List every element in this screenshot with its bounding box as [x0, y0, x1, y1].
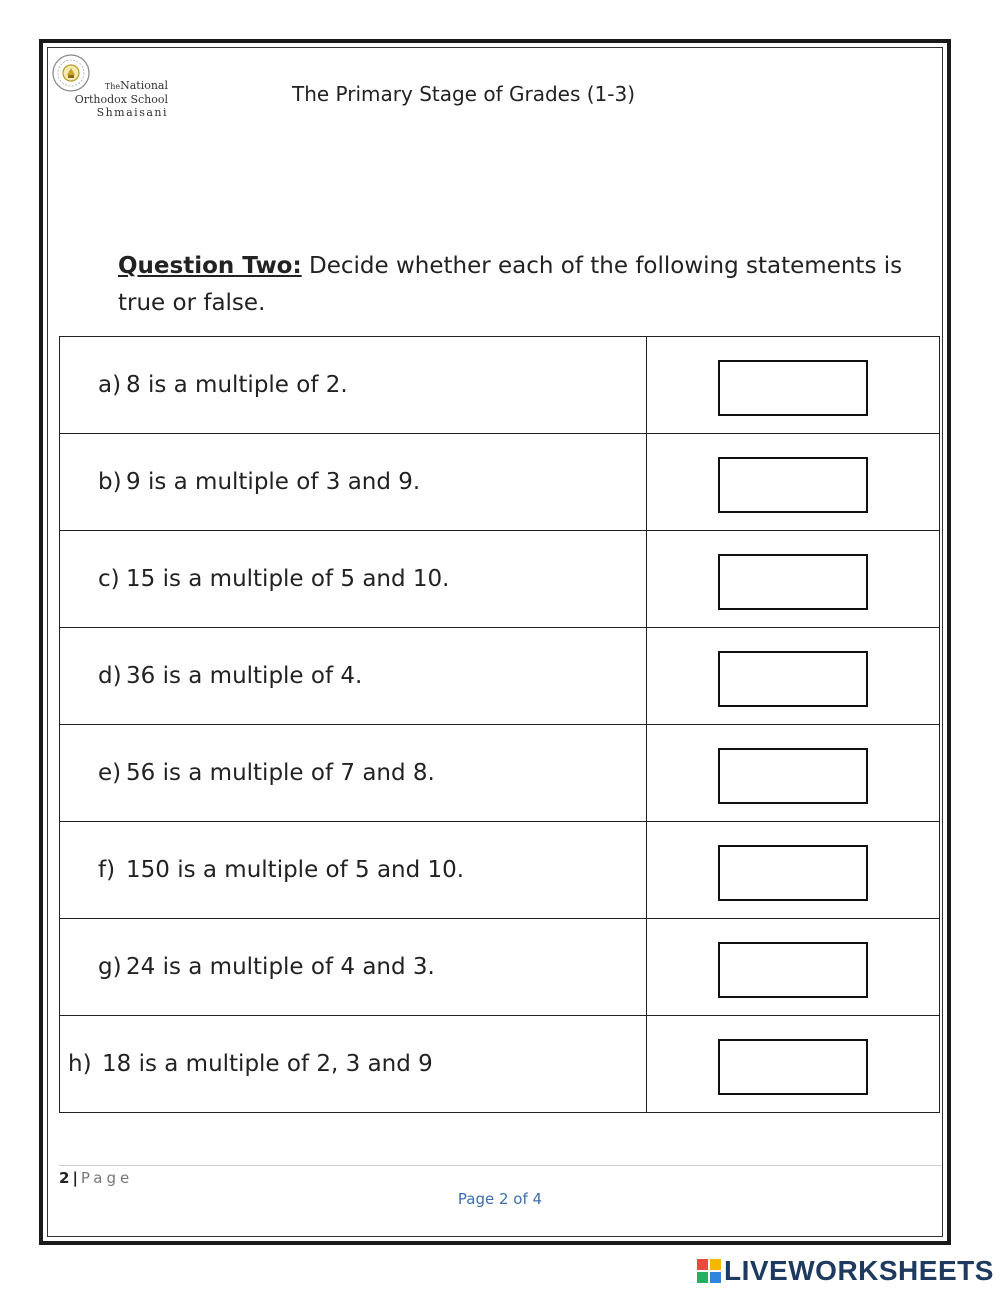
statement-letter: h): [68, 1051, 92, 1077]
statement-row: [60, 531, 940, 628]
school-name-line2: Orthodox School: [74, 93, 168, 106]
statement-text: 8 is a multiple of 2.: [126, 372, 348, 398]
question-label: Question Two:: [118, 253, 302, 279]
answer-input-box[interactable]: [718, 651, 868, 707]
school-name-line3: Shmaisani: [96, 106, 168, 119]
statement-cell: [60, 822, 647, 919]
statement-row: [60, 822, 940, 919]
statement-letter: g): [98, 954, 122, 980]
statement-cell: [60, 1016, 647, 1113]
liveworksheets-brand[interactable]: [697, 1257, 994, 1285]
answer-cell: [647, 919, 940, 1016]
answer-cell: [647, 337, 940, 434]
page-of-indicator: Page 2 of 4: [457, 1190, 543, 1208]
school-name-line1: National: [120, 79, 168, 92]
statement-text: 9 is a multiple of 3 and 9.: [126, 469, 421, 495]
page-separator: |: [72, 1169, 78, 1187]
statement-letter: b): [98, 469, 122, 495]
answer-input-box[interactable]: [718, 942, 868, 998]
school-name-prefix: The: [104, 82, 121, 91]
statement-content: [60, 469, 646, 495]
statement-text: 15 is a multiple of 5 and 10.: [126, 566, 450, 592]
answer-cell: [647, 1016, 940, 1113]
statement-content: [60, 760, 646, 786]
statement-content: [60, 954, 646, 980]
statement-cell: [60, 628, 647, 725]
page-word: Page: [80, 1169, 134, 1187]
statement-letter: e): [98, 760, 122, 786]
statement-text: 24 is a multiple of 4 and 3.: [126, 954, 435, 980]
statement-content: [60, 566, 646, 592]
answer-input-box[interactable]: [718, 1039, 868, 1095]
liveworksheets-wordmark: LIVEWORKSHEETS: [724, 1255, 994, 1286]
answer-cell: [647, 434, 940, 531]
statement-row: [60, 628, 940, 725]
statement-cell: [60, 725, 647, 822]
answer-input-box[interactable]: [718, 845, 868, 901]
page-header-title: The Primary Stage of Grades (1-3): [292, 82, 636, 106]
page-number-footer: [59, 1169, 133, 1187]
question-text: Decide whether each of the following statements is true or false.: [118, 253, 903, 316]
question-prompt: [118, 248, 938, 322]
statement-row: [60, 1016, 940, 1113]
statement-content: [60, 372, 646, 398]
answer-input-box[interactable]: [718, 360, 868, 416]
statement-cell: [60, 337, 647, 434]
statement-text: 56 is a multiple of 7 and 8.: [126, 760, 435, 786]
answer-cell: [647, 628, 940, 725]
statement-row: [60, 725, 940, 822]
statement-text: 150 is a multiple of 5 and 10.: [126, 857, 465, 883]
statement-text: 18 is a multiple of 2, 3 and 9: [102, 1051, 433, 1077]
statement-row: [60, 337, 940, 434]
statement-cell: [60, 919, 647, 1016]
statement-letter: d): [98, 663, 122, 689]
school-name: [68, 79, 168, 119]
statement-letter: f): [98, 857, 116, 883]
statement-cell: [60, 434, 647, 531]
footer-divider: [59, 1165, 942, 1166]
statement-content: [60, 1051, 646, 1077]
statement-text: 36 is a multiple of 4.: [126, 663, 363, 689]
answer-cell: [647, 822, 940, 919]
statements-table: [59, 336, 940, 1113]
liveworksheets-logo-icon: [697, 1259, 721, 1283]
statement-letter: a): [98, 372, 122, 398]
statement-content: [60, 663, 646, 689]
statement-cell: [60, 531, 647, 628]
page-number: 2: [59, 1169, 70, 1187]
statement-letter: c): [98, 566, 120, 592]
statement-row: [60, 919, 940, 1016]
answer-cell: [647, 725, 940, 822]
statement-content: [60, 857, 646, 883]
answer-input-box[interactable]: [718, 457, 868, 513]
answer-input-box[interactable]: [718, 748, 868, 804]
answer-input-box[interactable]: [718, 554, 868, 610]
answer-cell: [647, 531, 940, 628]
statement-row: [60, 434, 940, 531]
